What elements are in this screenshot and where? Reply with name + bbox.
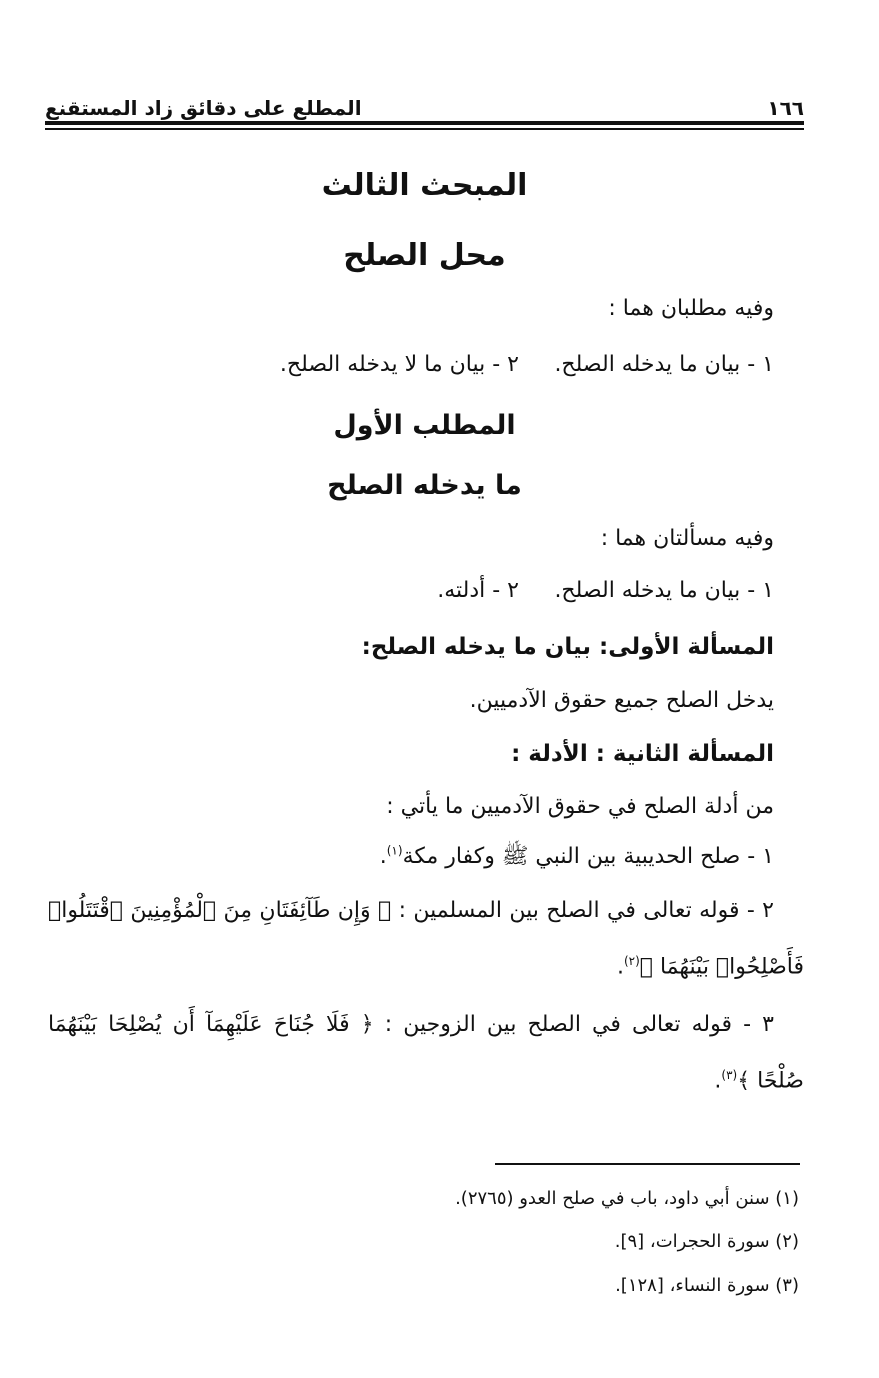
evidence-1-text: ١ - صلح الحديبية بين النبي ﷺ وكفار مكة [402, 844, 774, 869]
evidence-3-line-2: صُلْحًا ﴾$^{(٣)}$. [714, 1068, 804, 1094]
chapter-heading: المبحث الثالث [321, 168, 528, 203]
issue-1-text: يدخل الصلح جميع حقوق الآدميين. [469, 688, 774, 713]
list-1 [45, 352, 774, 377]
evidence-2-verse-end: فَأَصْلِحُوا۟ بَيْنَهُمَا ﴾ [639, 954, 804, 980]
intro-text-2: وفيه مسألتان هما : [600, 526, 774, 551]
list-1-item-1: ١ - بيان ما يدخله الصلح. [554, 352, 774, 377]
issue-2-title: المسألة الثانية : الأدلة : [511, 741, 774, 767]
issue-2-intro: من أدلة الصلح في حقوق الآدميين ما يأتي : [386, 794, 774, 819]
footnote-2: (٢) سورة الحجرات، [٩]. [614, 1231, 799, 1252]
book-title: المطلع على دقائق زاد المستقنع [45, 96, 362, 120]
list-1-item-2: ٢ - بيان ما لا يدخله الصلح. [279, 352, 519, 377]
footnote-1: (١) سنن أبي داود، باب في صلح العدو (٢٧٦٥). [455, 1188, 799, 1209]
footnote-3: (٣) سورة النساء، [١٢٨]. [615, 1275, 799, 1296]
evidence-2-line-2: فَأَصْلِحُوا۟ بَيْنَهُمَا ﴾$^{(٢)}$. [616, 954, 804, 980]
header-rule-thick [45, 121, 804, 125]
issue-1-title: المسألة الأولى: بيان ما يدخله الصلح: [361, 634, 774, 660]
footnote-ref-3: (٣) [721, 1068, 738, 1082]
page-number: ١٦٦ [767, 96, 804, 120]
evidence-2-line-1: ٢ - قوله تعالى في الصلح بين المسلمين : ﴿ وَإِن طَآئِفَتَانِ مِنَ ٱلْمُؤْمِنِينَ ٱقْتَتَلُوا۟ [48, 898, 774, 923]
footnote-separator [495, 1163, 800, 1165]
intro-text-1: وفيه مطلبان هما : [608, 296, 774, 321]
footnote-ref-2: (٢) [623, 954, 640, 968]
running-header [45, 86, 804, 120]
footnote-ref-1: (١) [386, 843, 403, 858]
list-2 [45, 578, 774, 603]
list-2-item-2: ٢ - أدلته. [437, 578, 519, 603]
evidence-3-line-1: ٣ - قوله تعالى في الصلح بين الزوجين : ﴿ فَلَا جُنَاحَ عَلَيْهِمَآ أَن يُصْلِحَا بَيْنَهُمَا [48, 1012, 774, 1037]
list-2-item-1: ١ - بيان ما يدخله الصلح. [554, 578, 774, 603]
section-heading: المطلب الأول [333, 410, 516, 441]
evidence-3-verse-end: صُلْحًا ﴾ [737, 1068, 804, 1094]
section-subtitle: ما يدخله الصلح [327, 470, 522, 501]
chapter-subtitle: محل الصلح [343, 238, 506, 273]
header-rule-thin [45, 128, 804, 130]
evidence-1: ١ - صلح الحديبية بين النبي ﷺ وكفار مكة$^{(١)}$. [379, 843, 774, 869]
